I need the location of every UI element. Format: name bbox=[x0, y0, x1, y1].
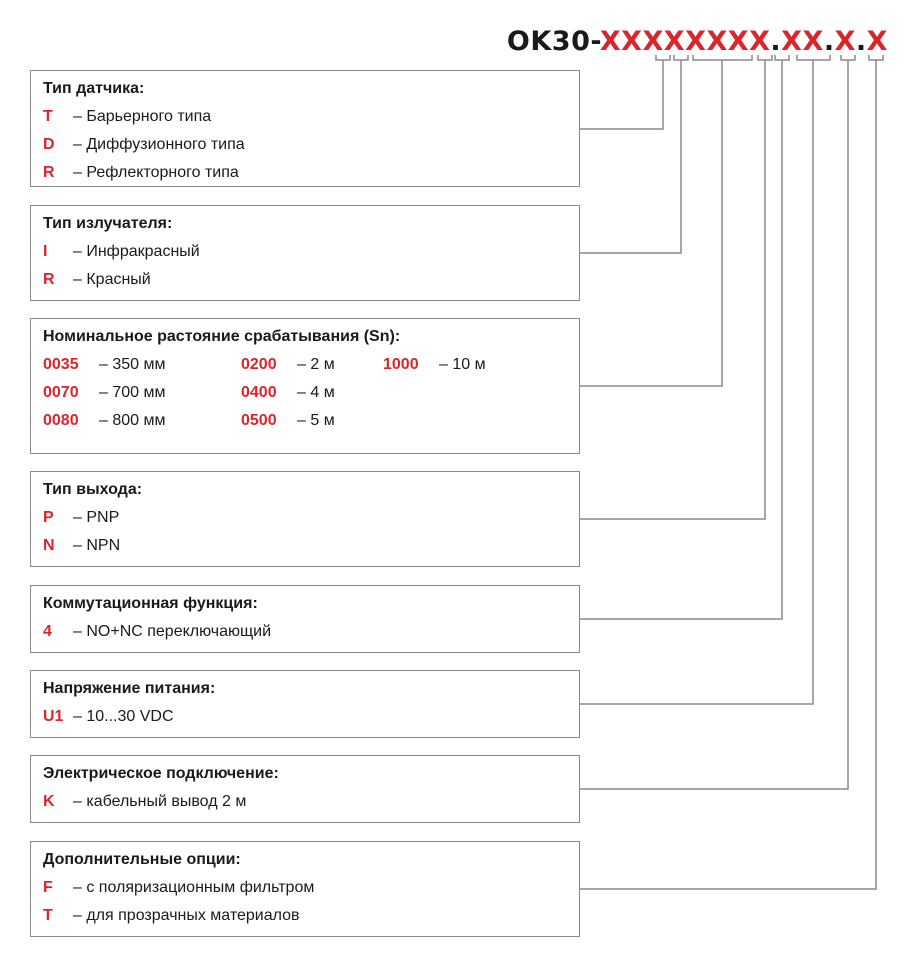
option-code: 0500 bbox=[241, 412, 277, 429]
connector-line bbox=[580, 60, 848, 789]
option-code: 0080 bbox=[43, 412, 79, 429]
option-code: 0070 bbox=[43, 384, 79, 401]
option-desc: – 5 м bbox=[297, 412, 335, 429]
option-desc: – 800 мм bbox=[99, 412, 166, 429]
option-desc: – Инфракрасный bbox=[73, 243, 200, 260]
options-box bbox=[30, 841, 580, 937]
output-type-option bbox=[43, 507, 567, 529]
supply-voltage-title: Напряжение питания: bbox=[43, 680, 216, 697]
emitter-type-title: Тип излучателя: bbox=[43, 215, 173, 232]
electrical-connection-option bbox=[43, 791, 567, 813]
emitter-type-option bbox=[43, 269, 567, 291]
supply-voltage-box bbox=[30, 670, 580, 738]
option-desc: – NO+NC переключающий bbox=[73, 623, 272, 640]
output-type-option bbox=[43, 535, 567, 557]
option-desc: – 10 м bbox=[439, 356, 486, 373]
options-option bbox=[43, 905, 567, 927]
sensor-type-option bbox=[43, 106, 567, 128]
sensing-range-title: Номинальное растояние срабатывания (Sn): bbox=[43, 328, 401, 345]
model-segment-3: X bbox=[834, 26, 856, 57]
connector-line bbox=[580, 60, 663, 129]
model-dot-1: . bbox=[770, 26, 782, 57]
emitter-type-box bbox=[30, 205, 580, 301]
option-code: U1 bbox=[43, 708, 64, 725]
electrical-connection-box bbox=[30, 755, 580, 823]
sensing-range-option bbox=[241, 354, 383, 376]
model-dot-2: . bbox=[823, 26, 835, 57]
model-segment-2: XX bbox=[781, 26, 824, 57]
sensing-range-option bbox=[383, 354, 533, 376]
sensing-range-option bbox=[43, 410, 241, 432]
model-dot-3: . bbox=[855, 26, 867, 57]
options-title: Дополнительные опции: bbox=[43, 851, 241, 868]
sensor-type-title: Тип датчика: bbox=[43, 80, 145, 97]
option-code: 0400 bbox=[241, 384, 277, 401]
sensing-range-empty bbox=[383, 410, 533, 432]
model-segment-4: X bbox=[866, 26, 888, 57]
sensing-range-option bbox=[241, 410, 383, 432]
sensor-type-option bbox=[43, 134, 567, 156]
option-desc: – PNP bbox=[73, 509, 120, 526]
option-desc: – для прозрачных материалов bbox=[73, 907, 300, 924]
connector-line bbox=[580, 60, 765, 519]
option-code: F bbox=[43, 879, 53, 896]
option-code: D bbox=[43, 136, 55, 153]
sensor-type-box bbox=[30, 70, 580, 187]
sensing-range-grid bbox=[43, 354, 567, 432]
options-option bbox=[43, 877, 567, 899]
option-code: K bbox=[43, 793, 55, 810]
switching-function-box bbox=[30, 585, 580, 653]
sensing-range-option bbox=[43, 354, 241, 376]
option-desc: – 350 мм bbox=[99, 356, 166, 373]
option-code: 1000 bbox=[383, 356, 419, 373]
electrical-connection-title: Электрическое подключение: bbox=[43, 765, 279, 782]
option-code: 0200 bbox=[241, 356, 277, 373]
option-desc: – NPN bbox=[73, 537, 121, 554]
connector-line bbox=[580, 60, 813, 704]
connector-line bbox=[580, 60, 722, 386]
option-code: 4 bbox=[43, 623, 52, 640]
switching-function-option bbox=[43, 621, 567, 643]
connector-line bbox=[580, 60, 782, 619]
option-code: R bbox=[43, 271, 55, 288]
model-code bbox=[507, 26, 888, 58]
model-segment-1: XXXXXXXX bbox=[599, 26, 771, 57]
supply-voltage-option bbox=[43, 706, 567, 728]
output-type-title: Тип выхода: bbox=[43, 481, 143, 498]
switching-function-title: Коммутационная функция: bbox=[43, 595, 258, 612]
option-desc: – Рефлекторного типа bbox=[73, 164, 239, 181]
option-desc: – 4 м bbox=[297, 384, 335, 401]
sensor-type-option bbox=[43, 162, 567, 184]
option-code: N bbox=[43, 537, 55, 554]
sensing-range-box bbox=[30, 318, 580, 454]
connector-line bbox=[580, 60, 876, 889]
sensing-range-option bbox=[43, 382, 241, 404]
option-code: 0035 bbox=[43, 356, 79, 373]
option-code: P bbox=[43, 509, 54, 526]
model-prefix: OK30- bbox=[506, 26, 600, 57]
output-type-box bbox=[30, 471, 580, 567]
option-code: R bbox=[43, 164, 55, 181]
option-desc: – с поляризационным фильтром bbox=[73, 879, 315, 896]
option-code: T bbox=[43, 907, 53, 924]
option-desc: – Диффузионного типа bbox=[73, 136, 245, 153]
option-desc: – Барьерного типа bbox=[73, 108, 212, 125]
option-desc: – 10...30 VDC bbox=[73, 708, 174, 725]
option-desc: – 2 м bbox=[297, 356, 335, 373]
emitter-type-option bbox=[43, 241, 567, 263]
option-code: T bbox=[43, 108, 53, 125]
sensing-range-empty bbox=[383, 382, 533, 404]
option-desc: – 700 мм bbox=[99, 384, 166, 401]
option-desc: – Красный bbox=[73, 271, 151, 288]
sensing-range-option bbox=[241, 382, 383, 404]
option-code: I bbox=[43, 243, 48, 260]
connector-line bbox=[580, 60, 681, 253]
option-desc: – кабельный вывод 2 м bbox=[73, 793, 247, 810]
